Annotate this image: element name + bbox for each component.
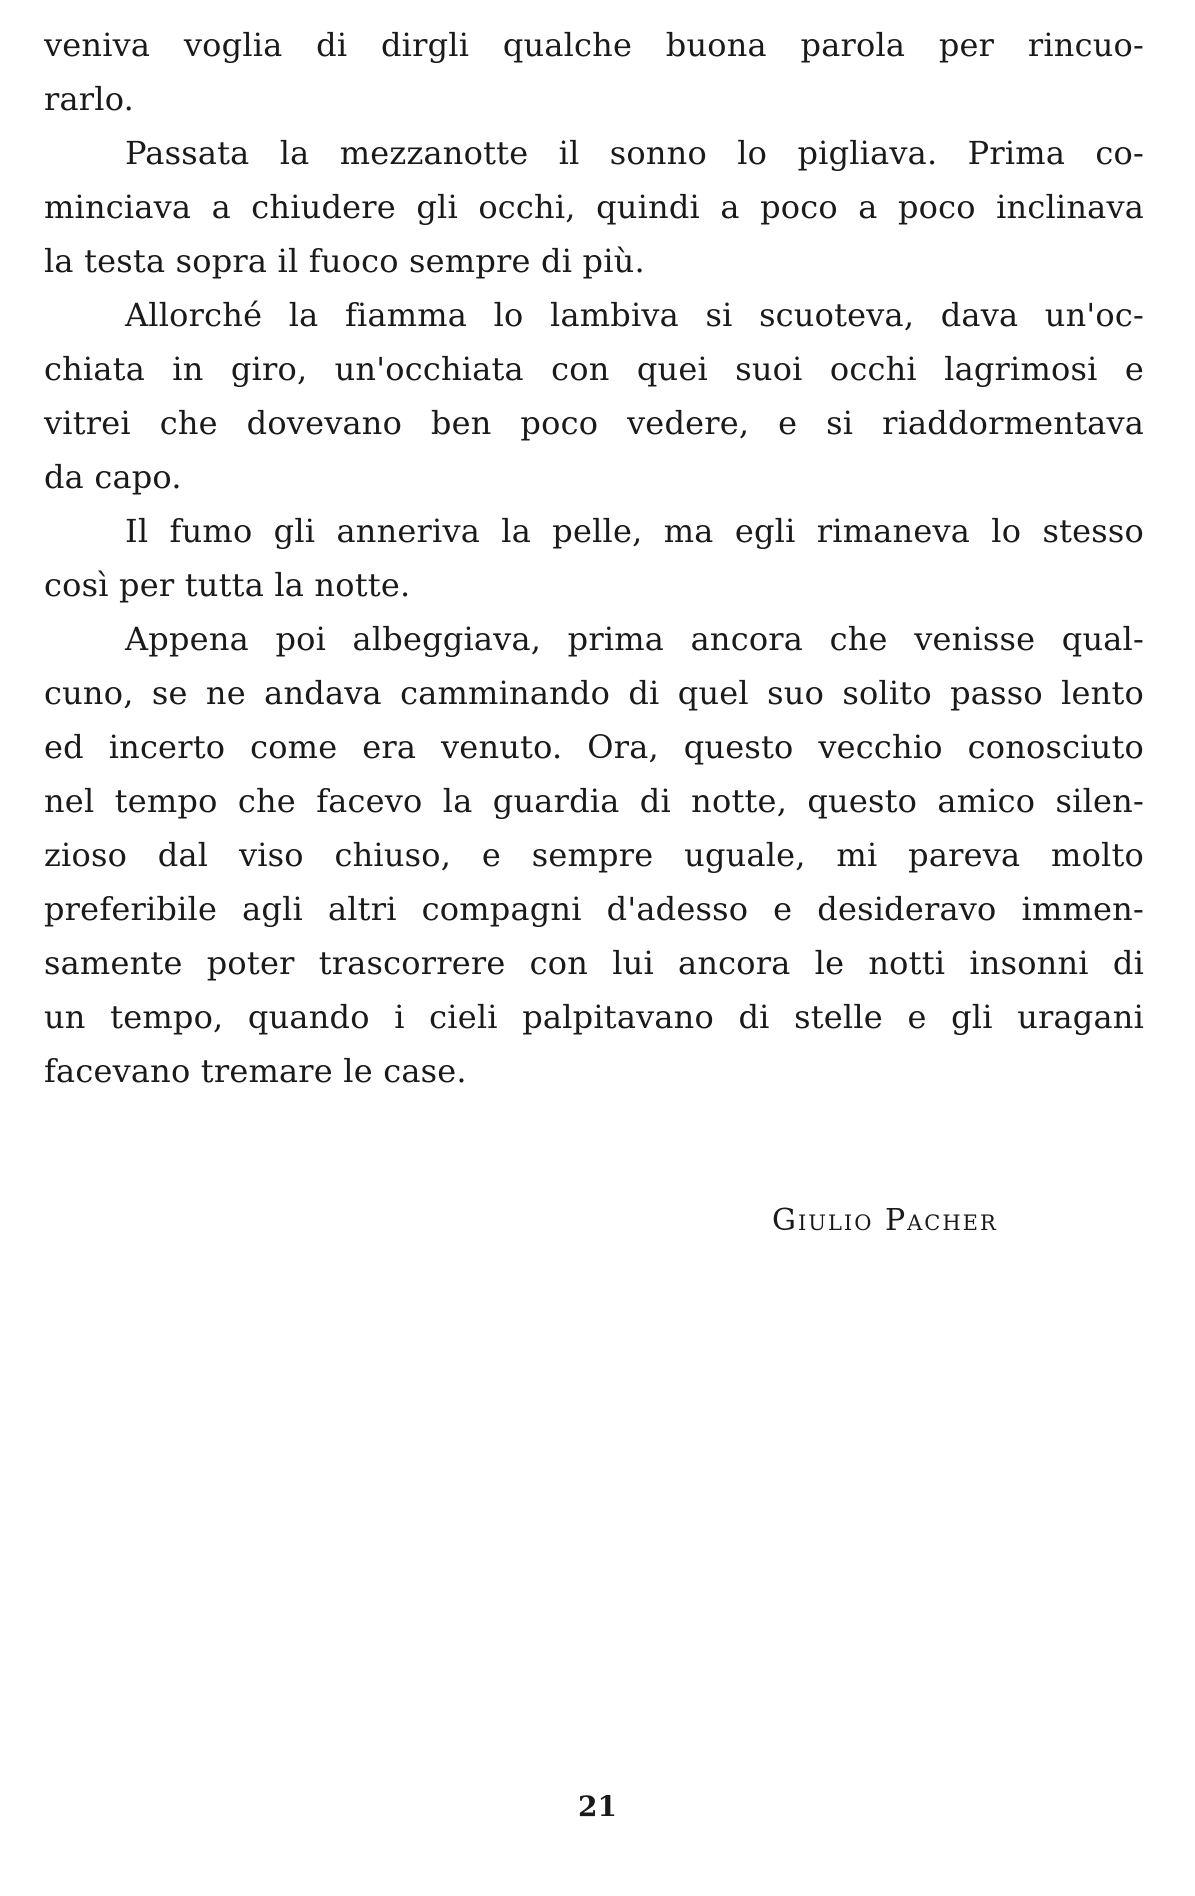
text-line: facevano tremare le case. <box>44 1052 467 1090</box>
text-line: nel tempo che facevo la guardia di notte, questo amico silen- <box>44 782 1144 820</box>
paragraph-start-line: Passata la mezzanotte il sonno lo pigliava. Prima co- <box>125 134 1144 172</box>
page-number: 21 <box>578 1790 617 1823</box>
text-line: preferibile agli altri compagni d'adesso e desideravo immen- <box>44 890 1144 928</box>
paragraph-start-line: Allorché la fiamma lo lambiva si scuoteva, dava un'oc- <box>125 296 1144 334</box>
text-line: veniva voglia di dirgli qualche buona parola per rincuo- <box>44 26 1144 64</box>
text-line: la testa sopra il fuoco sempre di più. <box>44 242 645 280</box>
text-line: zioso dal viso chiuso, e sempre uguale, mi pareva molto <box>44 836 1144 874</box>
text-line: ed incerto come era venuto. Ora, questo vecchio conosciuto <box>44 728 1144 766</box>
text-line: cuno, se ne andava camminando di quel suo solito passo lento <box>44 674 1144 712</box>
body-text <box>44 18 1144 1098</box>
text-line: vitrei che dovevano ben poco vedere, e si riaddormentava <box>44 404 1144 442</box>
text-line: da capo. <box>44 458 182 496</box>
paragraph-start-line: Il fumo gli anneriva la pelle, ma egli rimaneva lo stesso <box>125 512 1144 550</box>
text-line: un tempo, quando i cieli palpitavano di stelle e gli uragani <box>44 998 1144 1036</box>
text-line: samente poter trascorrere con lui ancora le notti insonni di <box>44 944 1144 982</box>
text-line: chiata in giro, un'occhiata con quei suoi occhi lagrimosi e <box>44 350 1144 388</box>
text-line: minciava a chiudere gli occhi, quindi a poco a poco inclinava <box>44 188 1144 226</box>
text-line: rarlo. <box>44 80 134 118</box>
paragraph-start-line: Appena poi albeggiava, prima ancora che venisse qual- <box>125 620 1144 658</box>
text-line: così per tutta la notte. <box>44 566 411 604</box>
author-signature: Giulio Pacher <box>772 1203 998 1238</box>
